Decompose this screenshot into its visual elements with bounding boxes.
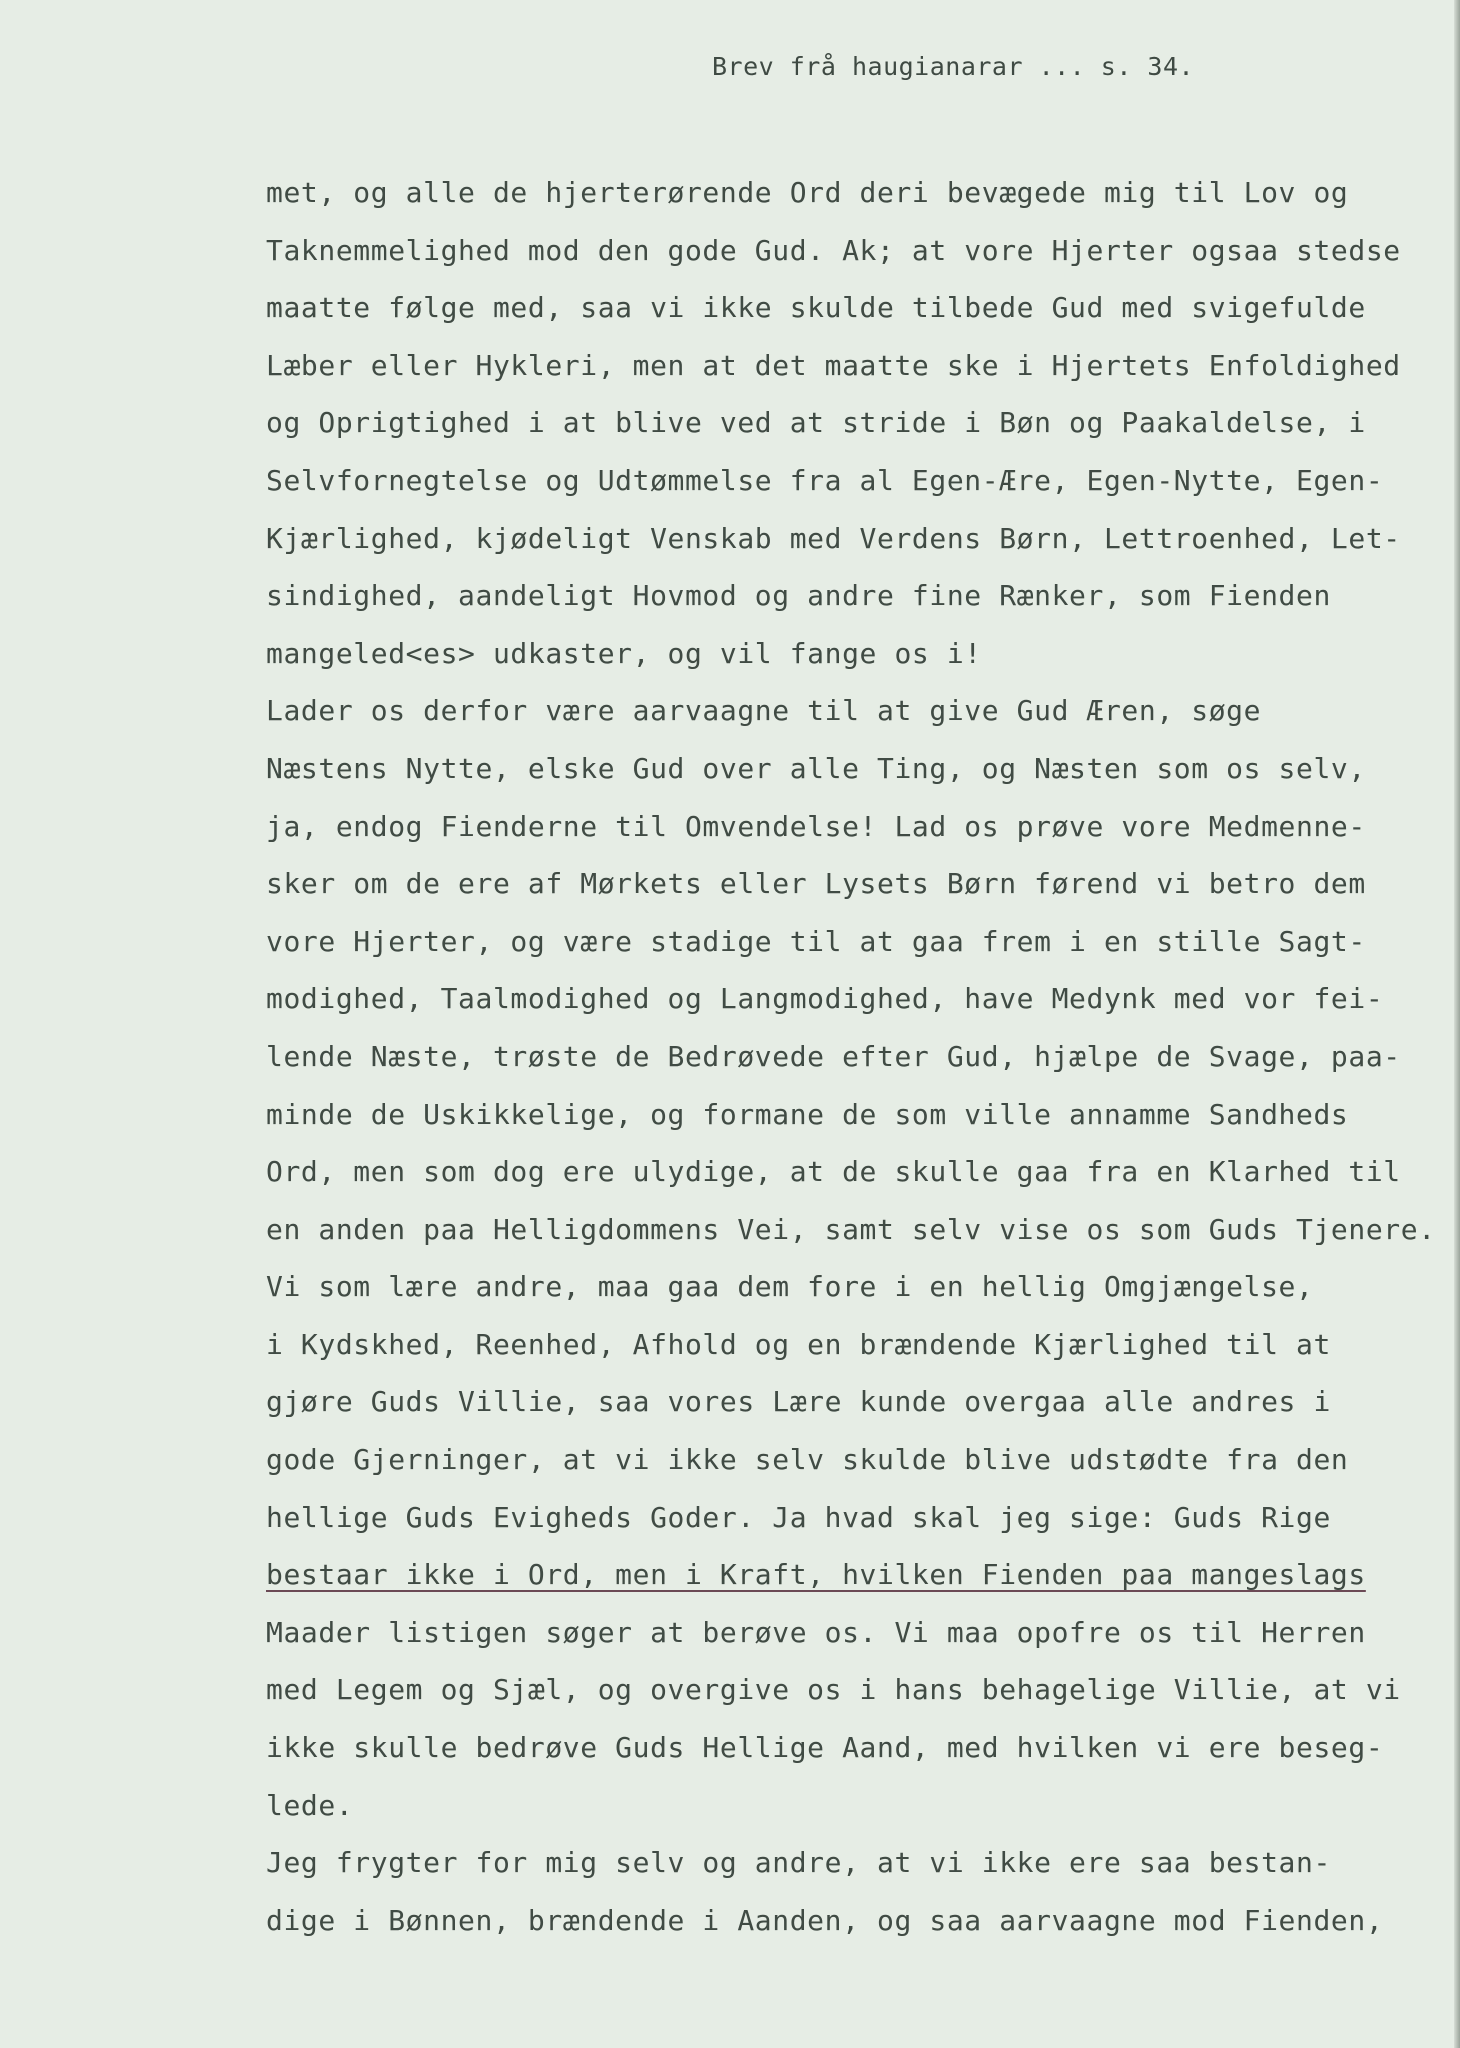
text-line: vore Hjerter, og være stadige til at gaa frem i en stille Sagt- — [266, 924, 1366, 958]
text-line: gode Gjerninger, at vi ikke selv skulde blive udstødte fra den — [266, 1443, 1349, 1477]
text-line: sker om de ere af Mørkets eller Lysets Børn førend vi betro dem — [266, 867, 1366, 901]
text-line-underlined: bestaar ikke i Ord, men i Kraft, hvilken Fienden paa mangeslags — [266, 1558, 1366, 1592]
text-line: dige i Bønnen, brændende i Aanden, og saa aarvaagne mod Fienden, — [266, 1903, 1384, 1937]
page-header: Brev frå haugianarar ... s. 34. — [712, 52, 1195, 81]
text-line: Lader os derfor være aarvaagne til at give Gud Æren, søge — [266, 694, 1262, 728]
text-line: med Legem og Sjæl, og overgive os i hans behagelige Villie, at vi — [266, 1673, 1401, 1707]
text-line: ja, endog Fienderne til Omvendelse! Lad os prøve vore Medmenne- — [266, 809, 1366, 843]
text-line: mangeled<es> udkaster, og vil fange os i! — [266, 636, 982, 670]
text-line: Selvfornegtelse og Udtømmelse fra al Egen-Ære, Egen-Nytte, Egen- — [266, 463, 1384, 497]
text-line: Kjærlighed, kjødeligt Venskab med Verdens Børn, Lettroenhed, Let- — [266, 521, 1401, 555]
text-line: minde de Uskikkelige, og formane de som ville annamme Sandheds — [266, 1097, 1349, 1131]
text-line: Vi som lære andre, maa gaa dem fore i en hellig Omgjængelse, — [266, 1270, 1314, 1304]
page-edge — [1454, 0, 1460, 2048]
text-line: Læber eller Hykleri, men at det maatte ske i Hjertets Enfoldighed — [266, 348, 1401, 382]
text-line: i Kydskhed, Reenhed, Afhold og en brændende Kjærlighed til at — [266, 1327, 1331, 1361]
text-line: Taknemmelighed mod den gode Gud. Ak; at vore Hjerter ogsaa stedse — [266, 233, 1401, 267]
text-line: og Oprigtighed i at blive ved at stride i Bøn og Paakaldelse, i — [266, 406, 1366, 440]
text-line: en anden paa Helligdommens Vei, samt selv vise os som Guds Tjenere. — [266, 1212, 1436, 1246]
text-line: modighed, Taalmodighed og Langmodighed, have Medynk med vor fei- — [266, 982, 1384, 1016]
text-line: gjøre Guds Villie, saa vores Lære kunde overgaa alle andres i — [266, 1385, 1331, 1419]
text-line: met, og alle de hjerterørende Ord deri bevægede mig til Lov og — [266, 176, 1349, 209]
text-line: maatte følge med, saa vi ikke skulde tilbede Gud med svigefulde — [266, 291, 1366, 325]
text-line: Maader listigen søger at berøve os. Vi maa opofre os til Herren — [266, 1615, 1366, 1649]
document-body — [266, 164, 1436, 1949]
text-line: ikke skulle bedrøve Guds Hellige Aand, med hvilken vi ere beseg- — [266, 1731, 1384, 1765]
text-line: hellige Guds Evigheds Goder. Ja hvad skal jeg sige: Guds Rige — [266, 1500, 1331, 1534]
text-line: lede. — [266, 1788, 354, 1822]
text-line: lende Næste, trøste de Bedrøvede efter Gud, hjælpe de Svage, paa- — [266, 1039, 1401, 1073]
text-line: sindighed, aandeligt Hovmod og andre fine Rænker, som Fienden — [266, 579, 1331, 613]
text-line: Ord, men som dog ere ulydige, at de skulle gaa fra en Klarhed til — [266, 1155, 1401, 1189]
text-line: Næstens Nytte, elske Gud over alle Ting, og Næsten som os selv, — [266, 751, 1366, 785]
text-line: Jeg frygter for mig selv og andre, at vi ikke ere saa bestan- — [266, 1846, 1331, 1880]
